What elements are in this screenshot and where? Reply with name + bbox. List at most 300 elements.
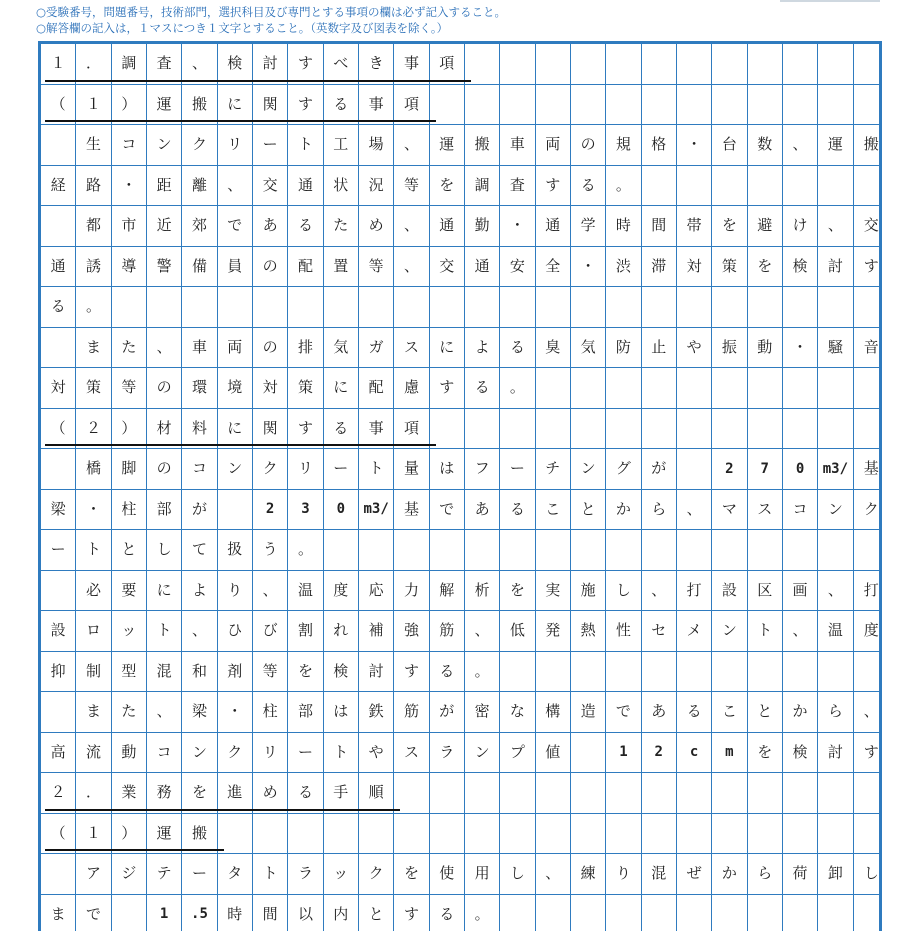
grid-cell: [818, 368, 853, 409]
grid-cell: 気: [571, 328, 606, 369]
grid-cell: [218, 814, 253, 855]
grid-cell: [500, 530, 535, 571]
grid-cell: [748, 287, 783, 328]
grid-cell: 間: [642, 206, 677, 247]
grid-cell: 扱: [218, 530, 253, 571]
grid-cell: [783, 814, 818, 855]
grid-cell: 気: [324, 328, 359, 369]
grid-cell: [677, 409, 712, 450]
grid-cell: る: [324, 85, 359, 126]
grid-cell: 防: [606, 328, 641, 369]
grid-cell: 、: [218, 166, 253, 207]
grid-cell: [712, 773, 747, 814]
grid-cell: マ: [712, 490, 747, 531]
grid-cell: ら: [818, 692, 853, 733]
grid-cell: 度: [854, 611, 882, 652]
grid-cell: [677, 287, 712, 328]
grid-cell: [783, 368, 818, 409]
grid-cell: [783, 166, 818, 207]
grid-cell: [147, 287, 182, 328]
grid-cell: 通: [536, 206, 571, 247]
grid-cell: こ: [712, 692, 747, 733]
grid-cell: [677, 368, 712, 409]
grid-cell: ア: [76, 854, 111, 895]
grid-cell: 両: [536, 125, 571, 166]
grid-cell: ．: [76, 773, 111, 814]
grid-cell: 滞: [642, 247, 677, 288]
grid-cell: [606, 409, 641, 450]
grid-cell: に: [218, 409, 253, 450]
grid-cell: .5: [182, 895, 217, 931]
grid-cell: 高: [41, 733, 76, 774]
grid-cell: 搬: [182, 85, 217, 126]
grid-cell: す: [854, 247, 882, 288]
grid-cell: [677, 449, 712, 490]
grid-cell: [748, 652, 783, 693]
grid-cell: [394, 814, 429, 855]
grid-cell: [606, 652, 641, 693]
grid-cell: と: [748, 692, 783, 733]
grid-cell: 。: [606, 166, 641, 207]
grid-cell: [606, 530, 641, 571]
grid-cell: [500, 44, 535, 85]
grid-cell: [854, 166, 882, 207]
grid-cell: る: [41, 287, 76, 328]
heading-underline: [45, 444, 436, 446]
grid-cell: 時: [606, 206, 641, 247]
grid-cell: 値: [536, 733, 571, 774]
grid-cell: 柱: [112, 490, 147, 531]
grid-cell: m: [712, 733, 747, 774]
grid-cell: 配: [288, 247, 323, 288]
grid-cell: る: [430, 895, 465, 931]
grid-cell: [748, 814, 783, 855]
grid-cell: 応: [359, 571, 394, 612]
grid-cell: ジ: [112, 854, 147, 895]
grid-cell: や: [677, 328, 712, 369]
grid-cell: [642, 166, 677, 207]
grid-cell: る: [288, 773, 323, 814]
grid-cell: [571, 814, 606, 855]
grid-cell: 等: [359, 247, 394, 288]
grid-cell: 交: [253, 166, 288, 207]
grid-cell: 、: [394, 125, 429, 166]
grid-cell: 務: [147, 773, 182, 814]
grid-cell: り: [218, 571, 253, 612]
grid-cell: に: [147, 571, 182, 612]
grid-cell: 調: [112, 44, 147, 85]
grid-cell: 2: [642, 733, 677, 774]
grid-cell: [536, 44, 571, 85]
grid-cell: を: [500, 571, 535, 612]
grid-cell: の: [253, 328, 288, 369]
grid-cell: ）: [112, 409, 147, 450]
grid-cell: 脚: [112, 449, 147, 490]
grid-cell: [536, 85, 571, 126]
grid-cell: 事: [359, 85, 394, 126]
grid-cell: ス: [394, 733, 429, 774]
grid-cell: れ: [324, 611, 359, 652]
grid-cell: 音: [854, 328, 882, 369]
grid-cell: c: [677, 733, 712, 774]
grid-cell: 内: [324, 895, 359, 931]
grid-cell: 振: [712, 328, 747, 369]
grid-cell: ．: [76, 44, 111, 85]
grid-cell: 通: [41, 247, 76, 288]
grid-cell: 筋: [430, 611, 465, 652]
grid-cell: [748, 530, 783, 571]
grid-cell: [430, 409, 465, 450]
grid-cell: [253, 814, 288, 855]
grid-cell: 荷: [783, 854, 818, 895]
grid-cell: [642, 814, 677, 855]
grid-cell: リ: [253, 733, 288, 774]
grid-cell: 打: [677, 571, 712, 612]
grid-cell: 止: [642, 328, 677, 369]
grid-cell: [642, 44, 677, 85]
grid-cell: [748, 409, 783, 450]
grid-cell: [783, 652, 818, 693]
grid-cell: か: [783, 692, 818, 733]
grid-cell: ・: [677, 125, 712, 166]
grid-cell: て: [182, 530, 217, 571]
grid-cell: 低: [500, 611, 535, 652]
grid-cell: [465, 44, 500, 85]
grid-cell: る: [324, 409, 359, 450]
grid-cell: リ: [218, 125, 253, 166]
grid-cell: し: [854, 854, 882, 895]
grid-cell: 交: [430, 247, 465, 288]
grid-cell: 通: [465, 247, 500, 288]
grid-cell: [712, 530, 747, 571]
grid-cell: あ: [465, 490, 500, 531]
grid-cell: 車: [500, 125, 535, 166]
grid-cell: [783, 44, 818, 85]
heading-underline: [45, 120, 436, 122]
grid-cell: [465, 287, 500, 328]
grid-cell: [218, 490, 253, 531]
grid-cell: ・: [571, 247, 606, 288]
grid-cell: 勤: [465, 206, 500, 247]
grid-cell: 規: [606, 125, 641, 166]
grid-cell: 運: [430, 125, 465, 166]
grid-cell: １: [41, 44, 76, 85]
grid-cell: [712, 287, 747, 328]
grid-cell: ２: [76, 409, 111, 450]
grid-cell: [677, 895, 712, 931]
grid-cell: 騒: [818, 328, 853, 369]
grid-cell: 進: [218, 773, 253, 814]
grid-cell: [712, 44, 747, 85]
grid-cell: 練: [571, 854, 606, 895]
instruction-line-1: ○受験番号，問題番号，技術部門，選択科目及び専門とする事項の欄は必ず記入すること。: [36, 4, 876, 20]
grid-cell: [606, 287, 641, 328]
grid-cell: 、: [783, 611, 818, 652]
grid-cell: 密: [465, 692, 500, 733]
grid-cell: で: [76, 895, 111, 931]
grid-cell: 析: [465, 571, 500, 612]
grid-cell: ま: [41, 895, 76, 931]
grid-cell: ト: [324, 733, 359, 774]
grid-cell: 発: [536, 611, 571, 652]
grid-cell: る: [571, 166, 606, 207]
grid-cell: [41, 449, 76, 490]
grid-cell: １: [76, 85, 111, 126]
grid-cell: ロ: [76, 611, 111, 652]
grid-cell: [500, 773, 535, 814]
grid-cell: 事: [359, 409, 394, 450]
grid-cell: 備: [182, 247, 217, 288]
grid-cell: 、: [253, 571, 288, 612]
grid-cell: し: [500, 854, 535, 895]
grid-cell: 抑: [41, 652, 76, 693]
grid-cell: 3: [288, 490, 323, 531]
grid-cell: ン: [465, 733, 500, 774]
heading-underline: [45, 849, 224, 851]
grid-cell: テ: [147, 854, 182, 895]
grid-cell: 使: [430, 854, 465, 895]
grid-cell: 施: [571, 571, 606, 612]
grid-cell: 。: [465, 652, 500, 693]
grid-cell: 強: [394, 611, 429, 652]
grid-cell: 、: [536, 854, 571, 895]
grid-cell: 材: [147, 409, 182, 450]
grid-cell: ク: [182, 125, 217, 166]
grid-cell: た: [324, 206, 359, 247]
grid-cell: 臭: [536, 328, 571, 369]
grid-cell: [606, 85, 641, 126]
grid-cell: [500, 652, 535, 693]
grid-cell: ス: [394, 328, 429, 369]
grid-cell: と: [112, 530, 147, 571]
grid-cell: 数: [748, 125, 783, 166]
grid-cell: 手: [324, 773, 359, 814]
grid-cell: す: [288, 409, 323, 450]
grid-cell: 、: [394, 247, 429, 288]
grid-cell: [571, 409, 606, 450]
grid-cell: 員: [218, 247, 253, 288]
grid-cell: 解: [430, 571, 465, 612]
grid-cell: 検: [783, 733, 818, 774]
grid-cell: ト: [147, 611, 182, 652]
grid-cell: た: [112, 692, 147, 733]
grid-cell: [677, 166, 712, 207]
grid-cell: が: [430, 692, 465, 733]
grid-cell: 誘: [76, 247, 111, 288]
grid-cell: [712, 895, 747, 931]
top-edge-strip: [780, 0, 880, 2]
grid-cell: 搬: [854, 125, 882, 166]
grid-cell: 距: [147, 166, 182, 207]
grid-cell: [465, 85, 500, 126]
grid-cell: ク: [253, 449, 288, 490]
grid-cell: め: [253, 773, 288, 814]
grid-cell: 設: [41, 611, 76, 652]
grid-cell: に: [324, 368, 359, 409]
instruction-line-2: ○解答欄の記入は，１マスにつき１文字とすること。（英数字及び図表を除く。）: [36, 20, 876, 36]
grid-cell: [642, 409, 677, 450]
grid-cell: 安: [500, 247, 535, 288]
grid-cell: [571, 44, 606, 85]
instructions: [36, 4, 876, 36]
grid-cell: ま: [76, 692, 111, 733]
grid-cell: ー: [500, 449, 535, 490]
grid-cell: 都: [76, 206, 111, 247]
grid-cell: ン: [182, 733, 217, 774]
grid-cell: [253, 287, 288, 328]
grid-cell: [818, 409, 853, 450]
grid-cell: [854, 530, 882, 571]
grid-cell: と: [359, 895, 394, 931]
grid-cell: [818, 166, 853, 207]
grid-cell: 型: [112, 652, 147, 693]
grid-cell: 業: [112, 773, 147, 814]
grid-cell: 、: [783, 125, 818, 166]
grid-cell: [500, 85, 535, 126]
grid-cell: [430, 773, 465, 814]
grid-cell: が: [642, 449, 677, 490]
grid-cell: 混: [147, 652, 182, 693]
grid-cell: [536, 287, 571, 328]
grid-cell: 策: [288, 368, 323, 409]
grid-cell: 量: [394, 449, 429, 490]
grid-cell: [854, 409, 882, 450]
grid-cell: ー: [182, 854, 217, 895]
grid-cell: 熱: [571, 611, 606, 652]
grid-cell: [112, 287, 147, 328]
grid-cell: [642, 773, 677, 814]
grid-cell: 鉄: [359, 692, 394, 733]
grid-cell: 場: [359, 125, 394, 166]
grid-cell: チ: [536, 449, 571, 490]
grid-cell: 、: [854, 692, 882, 733]
grid-cell: ク: [359, 854, 394, 895]
grid-cell: 間: [253, 895, 288, 931]
grid-cell: [571, 652, 606, 693]
grid-cell: 設: [712, 571, 747, 612]
grid-cell: を: [712, 206, 747, 247]
grid-cell: で: [430, 490, 465, 531]
grid-cell: あ: [642, 692, 677, 733]
grid-cell: 台: [712, 125, 747, 166]
grid-cell: [748, 85, 783, 126]
grid-cell: 通: [288, 166, 323, 207]
grid-cell: を: [748, 733, 783, 774]
grid-cell: [818, 85, 853, 126]
grid-cell: 、: [182, 611, 217, 652]
grid-cell: が: [182, 490, 217, 531]
grid-cell: 関: [253, 409, 288, 450]
grid-cell: を: [182, 773, 217, 814]
grid-cell: [359, 814, 394, 855]
grid-cell: る: [500, 328, 535, 369]
grid-cell: ）: [112, 814, 147, 855]
grid-cell: [430, 85, 465, 126]
grid-cell: ぜ: [677, 854, 712, 895]
grid-cell: き: [359, 44, 394, 85]
grid-cell: ・: [76, 490, 111, 531]
grid-cell: 要: [112, 571, 147, 612]
grid-cell: タ: [218, 854, 253, 895]
grid-cell: る: [500, 490, 535, 531]
grid-cell: 、: [394, 206, 429, 247]
grid-cell: [41, 692, 76, 733]
grid-cell: 、: [182, 44, 217, 85]
grid-cell: [536, 814, 571, 855]
grid-cell: 況: [359, 166, 394, 207]
grid-cell: [571, 368, 606, 409]
grid-cell: 。: [76, 287, 111, 328]
grid-cell: 橋: [76, 449, 111, 490]
grid-cell: [642, 287, 677, 328]
grid-cell: [359, 530, 394, 571]
grid-cell: コ: [783, 490, 818, 531]
grid-cell: ク: [854, 490, 882, 531]
grid-cell: ラ: [430, 733, 465, 774]
grid-cell: [465, 814, 500, 855]
grid-cell: 置: [324, 247, 359, 288]
grid-cell: [818, 814, 853, 855]
grid-cell: [500, 409, 535, 450]
grid-cell: [818, 44, 853, 85]
grid-cell: [783, 895, 818, 931]
grid-cell: 0: [783, 449, 818, 490]
grid-cell: m3/: [359, 490, 394, 531]
grid-cell: 検: [324, 652, 359, 693]
grid-cell: [536, 530, 571, 571]
grid-cell: う: [253, 530, 288, 571]
grid-cell: る: [430, 652, 465, 693]
grid-cell: し: [147, 530, 182, 571]
grid-cell: ラ: [288, 854, 323, 895]
grid-cell: [430, 814, 465, 855]
grid-cell: 討: [818, 247, 853, 288]
grid-cell: [394, 773, 429, 814]
grid-cell: [536, 895, 571, 931]
grid-cell: [465, 773, 500, 814]
grid-cell: す: [288, 44, 323, 85]
grid-cell: [677, 773, 712, 814]
grid-cell: 、: [642, 571, 677, 612]
grid-cell: [394, 530, 429, 571]
grid-cell: す: [430, 368, 465, 409]
grid-cell: [41, 206, 76, 247]
grid-cell: 警: [147, 247, 182, 288]
grid-cell: 部: [147, 490, 182, 531]
grid-cell: [677, 652, 712, 693]
grid-cell: 事: [394, 44, 429, 85]
grid-cell: 等: [253, 652, 288, 693]
grid-cell: [677, 814, 712, 855]
grid-cell: ）: [112, 85, 147, 126]
grid-cell: る: [288, 206, 323, 247]
grid-cell: 市: [112, 206, 147, 247]
grid-cell: を: [430, 166, 465, 207]
grid-cell: ト: [288, 125, 323, 166]
grid-cell: 環: [182, 368, 217, 409]
grid-cell: ト: [253, 854, 288, 895]
grid-cell: 卸: [818, 854, 853, 895]
grid-cell: 状: [324, 166, 359, 207]
grid-cell: る: [465, 368, 500, 409]
grid-cell: フ: [465, 449, 500, 490]
grid-cell: 梁: [41, 490, 76, 531]
grid-cell: 調: [465, 166, 500, 207]
grid-cell: [748, 44, 783, 85]
grid-cell: ー: [324, 449, 359, 490]
grid-cell: 補: [359, 611, 394, 652]
grid-cell: す: [536, 166, 571, 207]
